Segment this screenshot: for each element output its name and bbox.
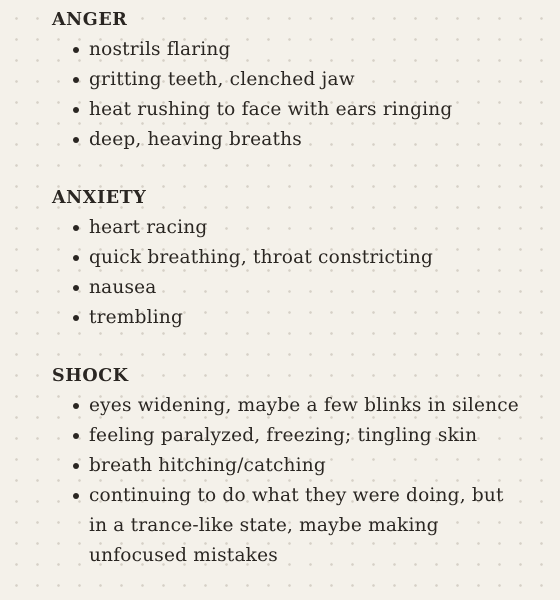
bullet-dot xyxy=(73,285,79,291)
list-item xyxy=(52,243,519,273)
list-item-text: nostrils flaring xyxy=(89,39,231,60)
bullet-dot xyxy=(73,225,79,231)
list-item-text: breath hitching/catching xyxy=(89,455,326,476)
list-item xyxy=(52,303,519,333)
section-heading-shock: SHOCK xyxy=(52,366,129,386)
shock-list xyxy=(52,391,560,571)
list-item-text: eyes widening, maybe a few blinks in silence xyxy=(89,395,519,416)
list-item xyxy=(52,95,519,125)
bullet-dot xyxy=(73,403,79,409)
document-body xyxy=(52,6,560,600)
list-item-text: gritting teeth, clenched jaw xyxy=(89,69,355,90)
list-item xyxy=(52,65,519,95)
list-item xyxy=(52,451,519,481)
list-item xyxy=(52,125,519,155)
bullet-dot xyxy=(73,47,79,53)
list-item-text: heat rushing to face with ears ringing xyxy=(89,99,453,120)
section-anger xyxy=(52,6,560,155)
bullet-dot xyxy=(73,77,79,83)
list-item xyxy=(52,273,519,303)
anger-list xyxy=(52,35,560,155)
list-item xyxy=(52,213,519,243)
section-shock xyxy=(52,362,560,571)
bullet-dot xyxy=(73,463,79,469)
bullet-dot xyxy=(73,493,79,499)
list-item-text: heart racing xyxy=(89,217,208,238)
bullet-dot xyxy=(73,433,79,439)
list-item-text: continuing to do what they were doing, but in a trance-like state, maybe making unfocused mistakes xyxy=(89,485,504,566)
list-item xyxy=(52,481,519,571)
section-heading-anger: ANGER xyxy=(52,10,128,30)
bullet-dot xyxy=(73,315,79,321)
list-item-text: quick breathing, throat constricting xyxy=(89,247,434,268)
anxiety-list xyxy=(52,213,560,333)
list-item-text: feeling paralyzed, freezing; tingling skin xyxy=(89,425,478,446)
section-anxiety xyxy=(52,184,560,333)
section-heading-anxiety: ANXIETY xyxy=(52,188,147,208)
bullet-dot xyxy=(73,255,79,261)
list-item xyxy=(52,35,519,65)
list-item-text: deep, heaving breaths xyxy=(89,129,302,150)
bullet-dot xyxy=(73,137,79,143)
list-item xyxy=(52,421,519,451)
list-item-text: trembling xyxy=(89,307,184,328)
bullet-dot xyxy=(73,107,79,113)
list-item xyxy=(52,391,519,421)
list-item-text: nausea xyxy=(89,277,157,298)
